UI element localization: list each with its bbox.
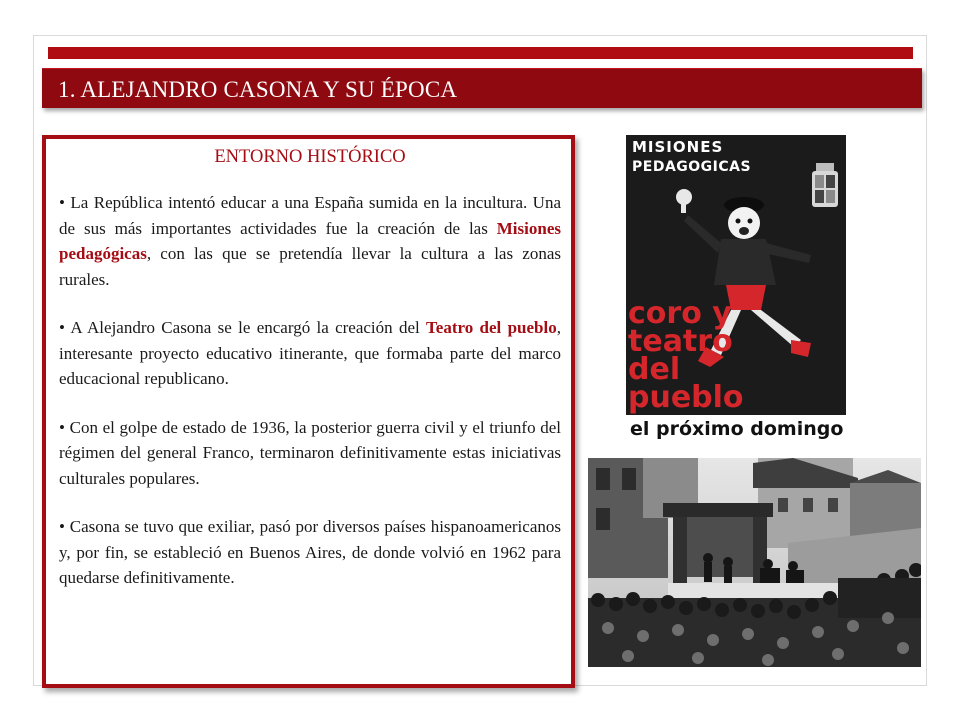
paragraph-exilio: • Casona se tuvo que exiliar, pasó por diversos países hispanoamericanos y, por fin, se estableció en Buenos Aires, de donde volvió en 1962 para quedarse definitivamente. [59,517,561,587]
paragraph-guerra: • Con el golpe de estado de 1936, la posterior guerra civil y el triunfo del régimen del general Franco, terminaron definitivamente estas iniciativas culturales populares. [59,417,561,488]
top-accent-bar [48,47,913,59]
p2-text-before: • A Alejandro Casona se le encargó la creación del [59,318,427,337]
poster-graphic [626,135,846,443]
misiones-poster-image [626,135,846,443]
poster-red-line1: coro y [628,296,732,331]
section-heading: ENTORNO HISTÓRICO [214,147,406,167]
poster-red-line4: pueblo [628,380,744,415]
poster-header-line2: PEDAGOGICAS [632,159,752,175]
p1-text-after: , con las que se pretendía llevar la cultura a las zonas rurales. [59,244,561,289]
theatre-crowd-photo [588,458,921,667]
poster-red-line2: teatro [628,324,733,359]
title-bar [42,68,922,108]
p2-text-after: , interesante proyecto educativo itinerante, que formaba parte del marco educacional republicano. [59,318,561,388]
slide-title: 1. ALEJANDRO CASONA Y SU ÉPOCA [58,77,458,102]
poster-footer: el próximo domingo [630,418,844,440]
p2-highlight: Teatro del pueblo [426,318,557,337]
content-box [42,135,575,688]
paragraph-republica [59,190,561,292]
poster-red-line3: del [628,352,681,387]
photo-graphic [588,458,921,667]
p1-highlight: Misiones pedagógicas [59,218,561,263]
poster-header-line1: MISIONES [632,138,724,156]
paragraph-casona [59,315,561,392]
p1-text-before: • La República intentó educar a una España sumida en la incultura. Una de sus más importantes actividades fue la creación de las [59,193,561,238]
